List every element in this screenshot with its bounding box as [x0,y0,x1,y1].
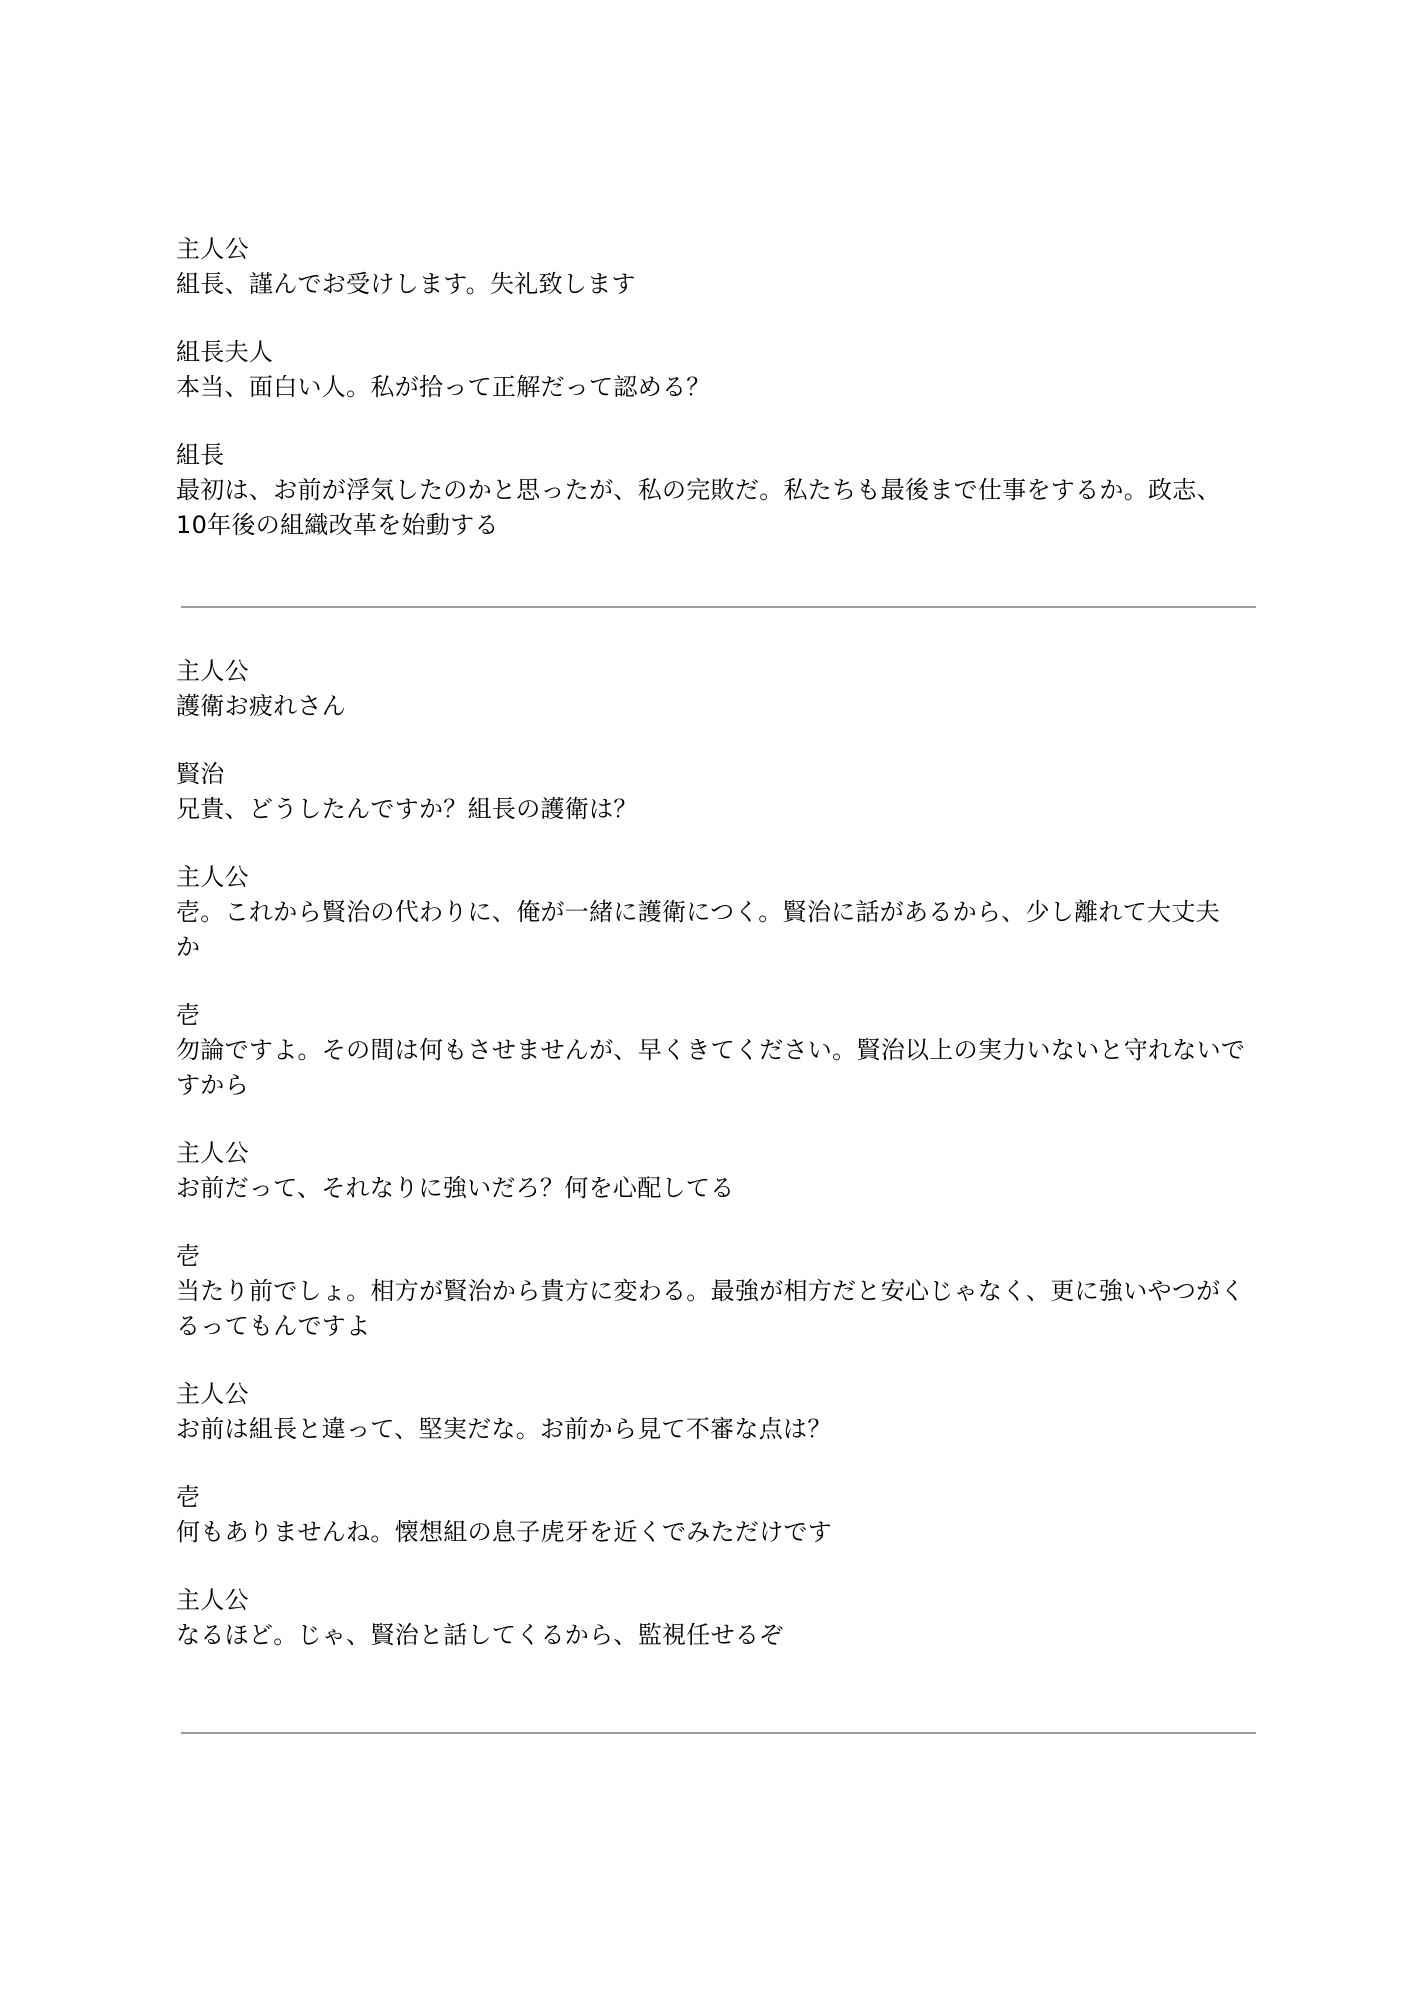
speaker-name: 壱 [176,1242,201,1270]
dialogue-block [176,335,1256,405]
dialogue-line: るってもんですよ [176,1312,371,1340]
dialogue-block [176,998,1256,1103]
dialogue-block [176,860,1256,965]
dialogue-block [176,1239,1256,1344]
speaker-name: 組長夫人 [176,338,274,366]
dialogue-line: なるほど。じゃ、賢治と話してくるから、監視任せるぞ [176,1621,784,1649]
dialogue-line: お前だって、それなりに強いだろ？何を心配してる [176,1174,735,1202]
dialogue-line: 最初は、お前が浮気したのかと思ったが、私の完敗だ。私たちも最後まで仕事をするか。政志、 [176,476,1221,504]
speaker-name: 主人公 [176,863,249,891]
dialogue-line: 何もありませんね。懐想組の息子虎牙を近くでみただけです [176,1518,833,1546]
dialogue-line: 兄貴、どうしたんですか？組長の護衛は？ [176,795,638,823]
dialogue-block [176,1583,1256,1653]
dialogue-line: お前は組長と違って、堅実だな。お前から見て不審な点は？ [176,1415,832,1443]
dialogue-line: すから [176,1071,249,1099]
dialogue-block [176,438,1256,543]
dialogue-section-2 [176,654,1256,1686]
section-divider [181,606,1256,608]
dialogue-block [176,1480,1256,1550]
speaker-name: 主人公 [176,1380,249,1408]
speaker-name: 主人公 [176,657,249,685]
dialogue-line: 当たり前でしょ。相方が賢治から貴方に変わる。最強が相方だと安心じゃなく、更に強いやつがく [176,1277,1245,1305]
dialogue-line: 勿論ですよ。その間は何もさせませんが、早くきてください。賢治以上の実力いないと守れないで [176,1036,1246,1064]
dialogue-block [176,1136,1256,1206]
speaker-name: 組長 [176,441,225,469]
dialogue-block [176,1377,1256,1447]
speaker-name: 賢治 [176,760,225,788]
dialogue-line: か [176,933,201,961]
dialogue-block [176,757,1256,827]
speaker-name: 主人公 [176,235,249,263]
speaker-name: 主人公 [176,1586,249,1614]
dialogue-line: 壱。これから賢治の代わりに、俺が一緒に護衛につく。賢治に話があるから、少し離れて大丈夫 [176,898,1220,926]
speaker-name: 壱 [176,1001,201,1029]
dialogue-section-1 [176,232,1256,576]
dialogue-line: 本当、面白い人。私が拾って正解だって認める？ [176,373,711,401]
dialogue-line: 護衛お疲れさん [176,692,347,720]
section-divider [181,1732,1256,1734]
dialogue-line: 組長、謹んでお受けします。失礼致します [176,270,636,298]
dialogue-line: 10年後の組織改革を始動する [176,511,499,539]
dialogue-block [176,654,1256,724]
speaker-name: 主人公 [176,1139,249,1167]
dialogue-block [176,232,1256,302]
speaker-name: 壱 [176,1483,201,1511]
